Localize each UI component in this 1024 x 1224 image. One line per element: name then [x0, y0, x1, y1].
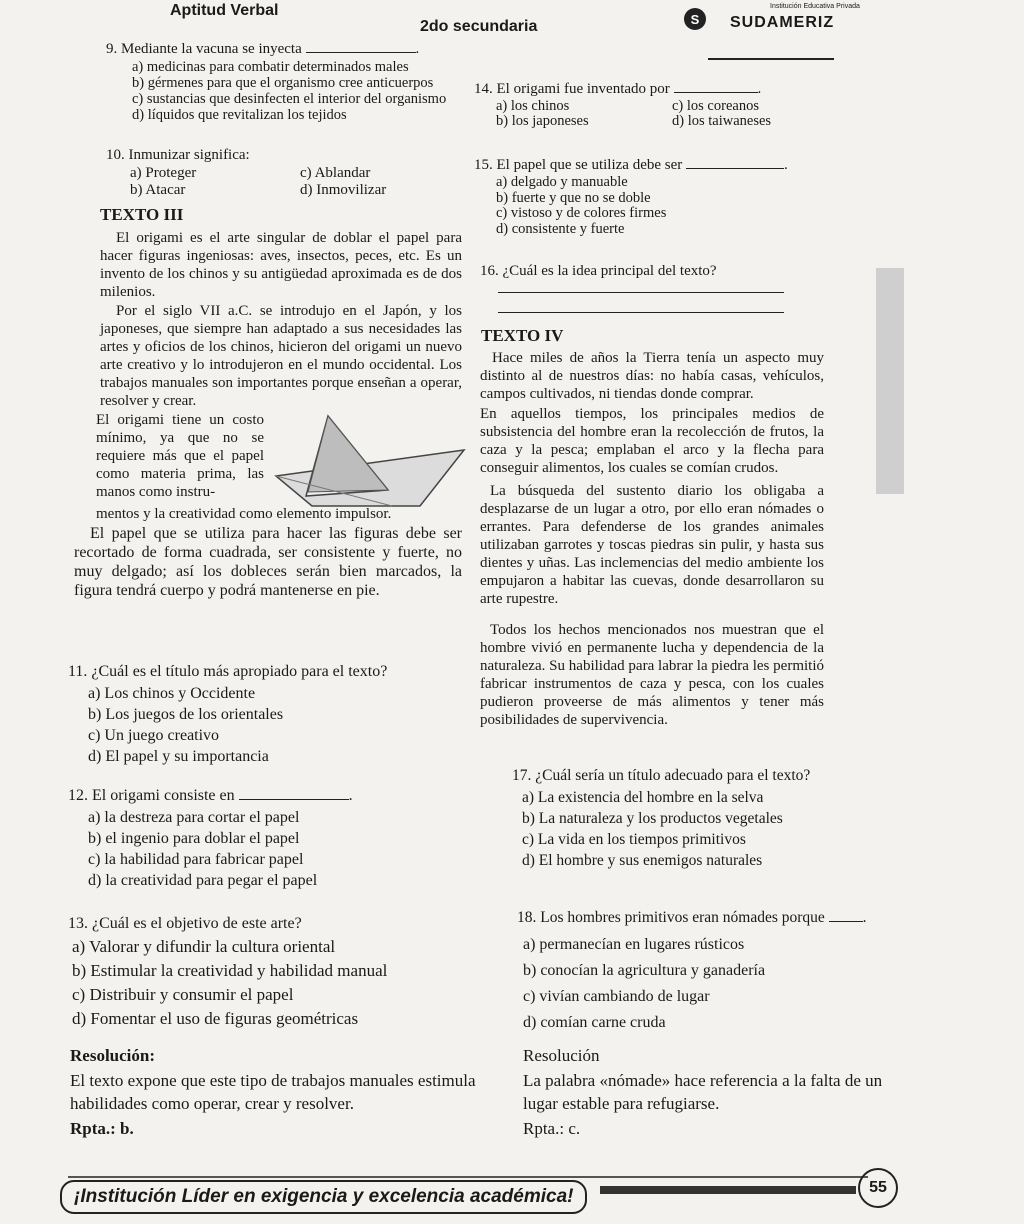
- q9-option-a[interactable]: a) medicinas para combatir determinados males: [132, 59, 409, 75]
- q11-option-a[interactable]: a) Los chinos y Occidente: [88, 685, 256, 702]
- q14-option-a[interactable]: a) los chinos: [496, 98, 570, 114]
- q14-option-d[interactable]: d) los taiwaneses: [672, 113, 772, 129]
- q14-blank[interactable]: [674, 92, 758, 93]
- q10-option-d[interactable]: d) Inmovilizar: [300, 182, 387, 198]
- q9-blank[interactable]: [306, 52, 416, 53]
- texto-4-paragraph-2: En aquellos tiempos, los principales medios de subsistencia del hombre eran la recolección de frutos, la caza y la pesca; emplaban el arco y la flecha para conseguir alimentos, los cuales se comían crudos.: [480, 406, 824, 476]
- res13-label: Resolución:: [70, 1046, 155, 1065]
- texto-4-paragraph-4: Todos los hechos mencionados nos muestran que el hombre vivió en permanente lucha y dependencia de la naturaleza. Su habilidad para labrar la piedra les permitió fabricar instrumentos de caza y pesca, con los cuales pudieron proveerse de más alimentos y tener más posibilidades de supervivencia.: [480, 622, 824, 728]
- q9-option-c[interactable]: c) sustancias que desinfecten el interior del organismo: [132, 91, 447, 107]
- q15-option-d[interactable]: d) consistente y fuerte: [496, 220, 625, 237]
- grade-label: 2do secundaria: [420, 18, 538, 35]
- question-16: [480, 262, 820, 281]
- q13-option-c[interactable]: c) Distribuir y consumir el papel: [72, 985, 294, 1004]
- q13-option-b[interactable]: b) Estimular la creatividad y habilidad manual: [72, 961, 388, 980]
- q16-answer-line-1[interactable]: [498, 292, 784, 293]
- footer-slogan: ¡Institución Líder en exigencia y excelencia académica!: [60, 1180, 587, 1214]
- q11-option-c[interactable]: c) Un juego creativo: [88, 727, 220, 744]
- q17-stem: 17. ¿Cuál sería un título adecuado para el texto?: [512, 767, 811, 784]
- q9-stem: 9. Mediante la vacuna se inyecta: [106, 41, 302, 57]
- q14-option-c[interactable]: c) los coreanos: [672, 98, 759, 114]
- q11-option-b[interactable]: b) Los juegos de los orientales: [88, 706, 284, 723]
- origami-boat-illustration: [268, 410, 468, 510]
- q12-option-d[interactable]: d) la creatividad para pegar el papel: [88, 872, 318, 889]
- texto-3-title: TEXTO III: [100, 205, 184, 224]
- q18-option-b[interactable]: b) conocían la agricultura y ganadería: [523, 962, 766, 979]
- q18-option-a[interactable]: a) permanecían en lugares rústicos: [523, 936, 745, 953]
- footer-bar: [600, 1186, 856, 1194]
- footer-rule: [68, 1176, 868, 1178]
- texto-3-paragraph-3-end: mentos y la creatividad como elemento impulsor.: [96, 506, 392, 522]
- header-rule: [708, 58, 834, 60]
- brand-name: SUDAMERIZ: [730, 14, 835, 31]
- texto-3-paragraph-1: El origami es el arte singular de doblar el papel para hacer figuras ingeniosas: aves, insectos, peces, etc. Es un invento de los chinos y su antigüedad aproximada es de dos milenios.: [100, 230, 462, 300]
- brand-logo-icon: S: [684, 8, 706, 30]
- question-9: 9. Mediante la vacuna se inyecta . a) medicinas para combatir determinados males b) gérmenes para que el organismo cree anticuerpos c) sustancias que desinfecten el interior del organismo d) líquidos que revitalizan los tejidos: [106, 40, 466, 123]
- question-13: [68, 912, 478, 1031]
- res13-answer: Rpta.: b.: [70, 1119, 134, 1138]
- q12-option-a[interactable]: a) la destreza para cortar el papel: [88, 809, 300, 826]
- q14-stem: 14. El origami fue inventado por: [474, 81, 670, 97]
- question-18: 18. Los hombres primitivos eran nómades porque . a) permanecían en lugares rústicos b) conocían la agricultura y ganadería c) vivían cambiando de lugar d) comían carne cruda: [517, 906, 877, 1036]
- question-12: 12. El origami consiste en . a) la destreza para cortar el papel b) el ingenio para doblar el papel c) la habilidad para fabricar papel d) la creatividad para pegar el papel: [68, 784, 468, 891]
- texto-3-paragraph-4: El papel que se utiliza para hacer las figuras debe ser recortado de forma cuadrada, ser consistente y fuerte, no muy delgado; así los dobleces serán bien marcados, la figura tendrá cuerpo y podrá mantenerse en pie.: [74, 525, 462, 599]
- q16-stem: 16. ¿Cuál es la idea principal del texto?: [480, 263, 717, 279]
- texto-3-paragraph-2: Por el siglo VII a.C. se introdujo en el Japón, y los japoneses, que siempre han adaptado a sus necesidades las artes y oficios de los chinos, hicieron del origami un nuevo arte creativo y lo introdujeron en el mundo occidental. Los trabajos manuales son importantes porque enseñan a operar, resolver y crear.: [100, 303, 462, 409]
- q15-stem: 15. El papel que se utiliza debe ser: [474, 157, 683, 173]
- q17-option-a[interactable]: a) La existencia del hombre en la selva: [522, 789, 764, 806]
- q10-option-a[interactable]: a) Proteger: [130, 165, 197, 181]
- q17-option-d[interactable]: d) El hombre y sus enemigos naturales: [522, 852, 763, 869]
- q15-option-c[interactable]: c) vistoso y de colores firmes: [496, 205, 667, 221]
- texto-4-title: TEXTO IV: [481, 326, 564, 345]
- question-14: 14. El origami fue inventado por . a) los chinos c) los coreanos b) los japoneses d) los taiwaneses: [474, 80, 814, 129]
- q11-stem: 11. ¿Cuál es el título más apropiado para el texto?: [68, 663, 388, 680]
- page-number: 55: [858, 1168, 898, 1208]
- q12-blank[interactable]: [239, 799, 349, 800]
- question-10: [106, 146, 466, 199]
- q18-blank[interactable]: [829, 921, 863, 922]
- q13-option-d[interactable]: d) Fomentar el uso de figuras geométricas: [72, 1009, 359, 1028]
- q12-stem: 12. El origami consiste en: [68, 787, 235, 804]
- texto-3-paragraph-3: El origami tiene un costo mínimo, ya que no se requiere más que el papel como materia prima, las manos como instru-: [96, 412, 264, 500]
- q15-blank[interactable]: [686, 168, 784, 169]
- resolution-13: [70, 1044, 480, 1140]
- q10-option-b[interactable]: b) Atacar: [130, 182, 186, 198]
- brand-tagline: Institución Educativa Privada: [770, 3, 860, 10]
- texto-4-paragraph-1: Hace miles de años la Tierra tenía un aspecto muy distinto al de nuestros días: no había casas, vehículos, campos cultivados, ni tiendas donde comprar.: [480, 350, 824, 402]
- q17-option-c[interactable]: c) La vida en los tiempos primitivos: [522, 831, 746, 848]
- resolution-18: [523, 1044, 913, 1140]
- q13-stem: 13. ¿Cuál es el objetivo de este arte?: [68, 915, 302, 932]
- res13-text: El texto expone que este tipo de trabajos manuales estimula habilidades como operar, crear y resolver.: [70, 1071, 476, 1113]
- q15-option-a[interactable]: a) delgado y manuable: [496, 174, 628, 190]
- q14-option-b[interactable]: b) los japoneses: [496, 113, 589, 129]
- q9-option-d[interactable]: d) líquidos que revitalizan los tejidos: [132, 107, 347, 123]
- q16-answer-line-2[interactable]: [498, 312, 784, 313]
- q18-option-c[interactable]: c) vivían cambiando de lugar: [523, 988, 710, 1005]
- q10-option-c[interactable]: c) Ablandar: [300, 165, 371, 181]
- q12-option-c[interactable]: c) la habilidad para fabricar papel: [88, 851, 304, 868]
- q17-option-b[interactable]: b) La naturaleza y los productos vegetales: [522, 810, 783, 827]
- question-11: [68, 660, 468, 767]
- res18-text: La palabra «nómade» hace referencia a la falta de un lugar estable para refugiarse.: [523, 1071, 883, 1113]
- q13-option-a[interactable]: a) Valorar y difundir la cultura oriental: [72, 937, 336, 956]
- question-15: 15. El papel que se utiliza debe ser . a) delgado y manuable b) fuerte y que no se doble c) vistoso y de colores firmes d) consistente y fuerte: [474, 156, 814, 237]
- q18-stem: 18. Los hombres primitivos eran nómades porque: [517, 909, 825, 926]
- q18-option-d[interactable]: d) comían carne cruda: [523, 1014, 666, 1031]
- res18-label: Resolución: [523, 1046, 600, 1065]
- question-17: [512, 764, 832, 871]
- page-edge-strip: [876, 268, 904, 494]
- texto-4-paragraph-3: La búsqueda del sustento diario los obligaba a desplazarse de un lugar a otro, por ello eran nómades o errantes. Para defenderse de los grandes animales utilizaban garrotes y toscas piedras sin pulir, y hasta sus dientes y uñas. Las inclemencias del medio ambiente los empujaron a habitar las cuevas, donde desarrollaron su arte rupestre.: [480, 483, 824, 607]
- res18-answer: Rpta.: c.: [523, 1119, 581, 1138]
- q12-option-b[interactable]: b) el ingenio para doblar el papel: [88, 830, 300, 847]
- subject-label: Aptitud Verbal: [170, 2, 279, 19]
- q15-option-b[interactable]: b) fuerte y que no se doble: [496, 189, 651, 206]
- q11-option-d[interactable]: d) El papel y su importancia: [88, 748, 269, 765]
- q10-stem: 10. Inmunizar significa:: [106, 147, 250, 163]
- q9-option-b[interactable]: b) gérmenes para que el organismo cree anticuerpos: [132, 75, 434, 91]
